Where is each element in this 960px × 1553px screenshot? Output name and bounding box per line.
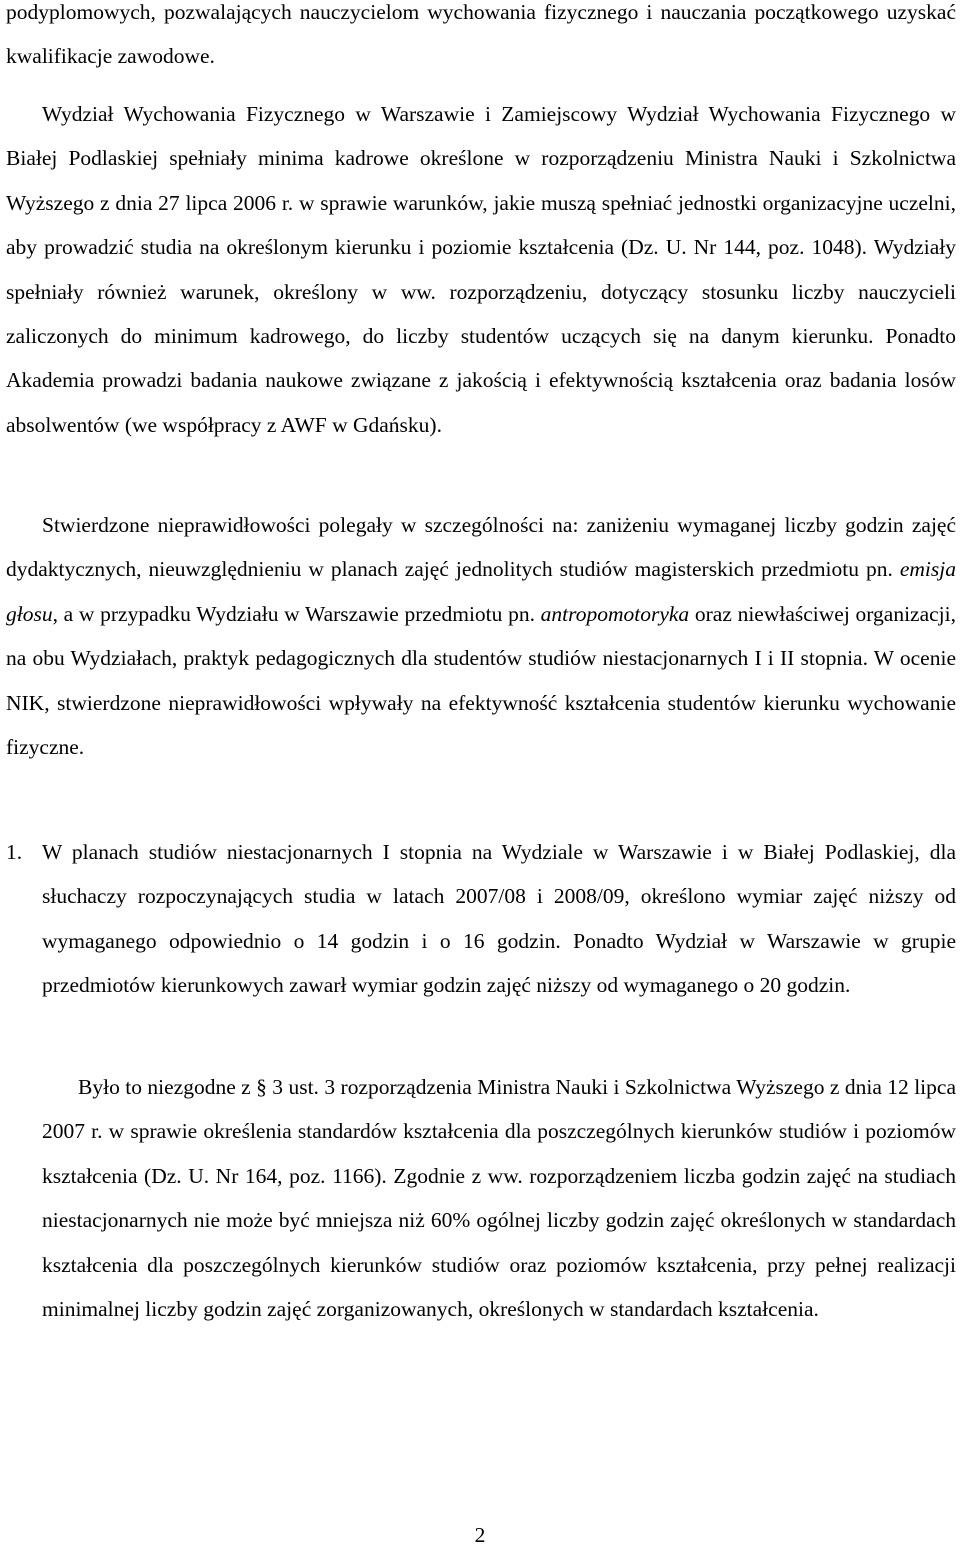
subject-name-anthropomotorics: antropomotoryka: [540, 601, 690, 626]
paragraph-irregularities: [6, 503, 956, 769]
paragraph-continuation: podyplomowych, pozwalających nauczycielom wychowania fizycznego i nauczania początkowego uzyskać kwalifikacje zawodowe.: [6, 0, 956, 69]
paragraph-faculties-staffing: Wydział Wychowania Fizycznego w Warszawie i Zamiejscowy Wydział Wychowania Fizycznego w Białej Podlaskiej spełniały minima kadrowe określone w rozporządzeniu Ministra Nauki i Szkolnictwa Wyższego z dnia 27 lipca 2006 r. w sprawie warunków, jakie muszą spełniać jednostki organizacyjne uczelni, aby prowadzić studia na określonym kierunku i poziomie kształcenia (Dz. U. Nr 144, poz. 1048). Wydziały spełniały również warunek, określony w ww. rozporządzeniu, dotyczący stosunku liczby nauczycieli zaliczonych do minimum kadrowego, do liczby studentów uczących się na danym kierunku. Ponadto Akademia prowadzi badania naukowe związane z jakością i efektywnością kształcenia oraz badania losów absolwentów (we współpracy z AWF w Gdańsku).: [6, 102, 956, 437]
page-number: 2: [474, 1523, 486, 1547]
paragraph-regulation-noncompliance: Było to niezgodne z § 3 ust. 3 rozporządzenia Ministra Nauki i Szkolnictwa Wyższego z dnia 12 lipca 2007 r. w sprawie określenia standardów kształcenia dla poszczególnych kierunków studiów i poziomów kształcenia (Dz. U. Nr 164, poz. 1166). Zgodnie z ww. rozporządzeniem liczba godzin zajęć na studiach niestacjonarnych nie może być mniejsza niż 60% ogólnej liczby godzin zajęć określonych w standardach kształcenia dla poszczególnych kierunków studiów oraz poziomów kształcenia, przy pełnej realizacji minimalnej liczby godzin zajęć zorganizowanych, określonych w standardach kształcenia.: [42, 1075, 956, 1322]
irregularities-text-part3: oraz niewłaściwej organizacji, na obu Wydziałach, praktyk pedagogicznych dla studentów studiów niestacjonarnych I i II stopnia. W ocenie NIK, stwierdzone nieprawidłowości wpływały na efektywność kształcenia studentów kierunku wychowanie fizyczne.: [6, 601, 956, 760]
subject-name-voice-emission: emisja głosu: [6, 557, 956, 626]
irregularities-text-part1: Stwierdzone nieprawidłowości polegały w szczególności na: zaniżeniu wymaganej liczby godzin zajęć dydaktycznych, nieuwzględnieniu w planach zajęć jednolitych studiów magisterskich przedmiotu pn.: [6, 513, 956, 582]
item-number: 1.: [6, 840, 23, 864]
item-text: W planach studiów niestacjonarnych I stopnia na Wydziale w Warszawie i w Białej Podlaskiej, dla słuchaczy rozpoczynających studia w latach 2007/08 i 2008/09, określono wymiar zajęć niższy od wymaganego odpowiednio o 14 godzin i o 16 godzin. Ponadto Wydział w Warszawie w grupie przedmiotów kierunkowych zawarł wymiar godzin zajęć niższy od wymaganego o 20 godzin.: [42, 840, 956, 998]
irregularities-text-part2: , a w przypadku Wydziału w Warszawie przedmiotu pn.: [52, 601, 541, 626]
